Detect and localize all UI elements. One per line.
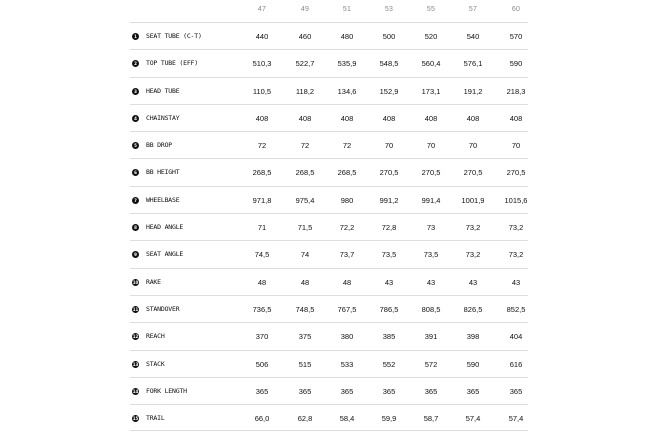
table-cell: 62,8 <box>297 414 313 424</box>
table-cell: 270,5 <box>463 168 483 178</box>
row-number-badge: 7 <box>132 197 139 204</box>
row-label: HEAD ANGLE <box>146 223 184 232</box>
table-cell: 480 <box>340 32 354 41</box>
table-row <box>130 158 528 185</box>
table-row <box>130 404 528 431</box>
row-number-badge: 4 <box>132 115 139 122</box>
table-cell: 73,2 <box>508 223 524 233</box>
row-label: TOP TUBE (EFF) <box>146 59 198 68</box>
table-cell: 43 <box>511 277 521 287</box>
table-cell: 70 <box>468 141 478 151</box>
row-number-badge: 12 <box>132 334 139 340</box>
table-cell: 408 <box>509 113 523 123</box>
table-row <box>130 268 528 295</box>
table-cell: 73 <box>426 223 436 233</box>
table-cell: 365 <box>340 386 354 396</box>
table-cell: 71 <box>257 223 267 233</box>
table-cell: 43 <box>426 277 436 287</box>
row-label: RAKE <box>146 277 161 286</box>
table-cell: 540 <box>466 32 480 41</box>
table-cell: 268,5 <box>337 168 357 178</box>
table-cell: 375 <box>298 332 312 342</box>
table-row <box>130 377 528 404</box>
table-row <box>130 240 528 267</box>
row-number-badge: 14 <box>132 388 139 394</box>
table-cell: 58,7 <box>423 414 439 424</box>
row-label: STACK <box>146 359 165 368</box>
row-number-badge: 8 <box>132 224 139 231</box>
table-cell: 365 <box>509 386 523 396</box>
row-number-badge: 6 <box>132 169 139 176</box>
row-label: SEAT TUBE (C-T) <box>146 32 202 40</box>
table-cell: 572 <box>424 359 438 369</box>
size-label-57: 57 <box>468 6 478 13</box>
table-row <box>130 104 528 131</box>
table-cell: 391 <box>424 332 438 342</box>
row-label: SEAT ANGLE <box>146 250 184 259</box>
size-label-49: 49 <box>300 6 310 13</box>
table-cell: 971,8 <box>252 195 272 205</box>
table-row <box>130 350 528 377</box>
table-cell: 66,0 <box>254 414 270 424</box>
table-cell: 72 <box>257 141 267 151</box>
size-label-47: 47 <box>257 6 267 13</box>
table-cell: 73,2 <box>465 223 481 233</box>
table-cell: 73,2 <box>508 250 524 260</box>
table-cell: 57,4 <box>465 414 481 424</box>
table-cell: 134,6 <box>337 86 357 96</box>
table-row <box>130 186 528 213</box>
table-cell: 1015,6 <box>504 195 528 205</box>
row-number-badge: 2 <box>132 60 139 67</box>
row-number-badge: 15 <box>132 416 139 422</box>
table-row <box>130 77 528 104</box>
table-cell: 460 <box>298 32 312 41</box>
row-label: BB HEIGHT <box>146 168 180 177</box>
table-cell: 748,5 <box>295 304 315 314</box>
table-cell: 991,2 <box>379 195 399 205</box>
row-label: FORK LENGTH <box>146 386 187 395</box>
table-cell: 58,4 <box>339 414 355 424</box>
row-number-badge: 9 <box>132 251 139 258</box>
table-cell: 270,5 <box>421 168 441 178</box>
table-cell: 270,5 <box>506 168 526 178</box>
geometry-table <box>130 0 528 431</box>
table-row <box>130 22 528 49</box>
table-cell: 408 <box>255 113 269 123</box>
table-cell: 70 <box>384 141 394 151</box>
size-label-51: 51 <box>342 6 352 13</box>
table-cell: 191,2 <box>463 86 483 96</box>
table-cell: 975,4 <box>295 195 315 205</box>
table-cell: 48 <box>300 277 310 287</box>
table-cell: 70 <box>426 141 436 151</box>
table-cell: 533 <box>340 359 354 369</box>
table-cell: 736,5 <box>252 304 272 314</box>
table-cell: 616 <box>509 359 523 369</box>
table-cell: 590 <box>466 359 480 369</box>
row-label: BB DROP <box>146 141 172 150</box>
table-cell: 365 <box>424 386 438 396</box>
table-cell: 506 <box>255 359 269 369</box>
table-cell: 385 <box>382 332 396 342</box>
table-cell: 71,5 <box>297 223 313 233</box>
size-label-55: 55 <box>426 6 436 13</box>
table-cell: 991,4 <box>421 195 441 205</box>
row-label: TRAIL <box>146 414 165 423</box>
table-cell: 408 <box>466 113 480 123</box>
table-cell: 270,5 <box>379 168 399 178</box>
row-label: CHAINSTAY <box>146 113 180 122</box>
table-cell: 73,7 <box>339 250 355 260</box>
table-cell: 408 <box>424 113 438 123</box>
table-cell: 552 <box>382 359 396 369</box>
row-label: REACH <box>146 332 165 341</box>
table-cell: 826,5 <box>463 304 483 314</box>
table-cell: 1001,9 <box>461 195 485 205</box>
table-cell: 218,3 <box>506 86 526 96</box>
row-label: STANDOVER <box>146 304 180 313</box>
table-cell: 365 <box>466 386 480 396</box>
table-cell: 268,5 <box>295 168 315 178</box>
table-cell: 576,1 <box>463 59 483 69</box>
table-cell: 852,5 <box>506 304 526 314</box>
table-cell: 73,2 <box>465 250 481 260</box>
table-cell: 48 <box>257 277 267 287</box>
table-cell: 520 <box>424 32 438 41</box>
table-row <box>130 322 528 349</box>
table-cell: 48 <box>342 277 352 287</box>
table-cell: 522,7 <box>295 59 315 69</box>
table-cell: 370 <box>255 332 269 342</box>
row-number-badge: 1 <box>132 33 139 40</box>
row-number-badge: 11 <box>132 306 139 312</box>
table-row <box>130 213 528 240</box>
table-cell: 786,5 <box>379 304 399 314</box>
table-cell: 57,4 <box>508 414 524 424</box>
table-cell: 73,5 <box>381 250 397 260</box>
table-cell: 510,3 <box>252 59 272 69</box>
row-number-badge: 3 <box>132 88 139 95</box>
table-cell: 408 <box>382 113 396 123</box>
table-cell: 72,8 <box>381 223 397 233</box>
table-cell: 500 <box>382 32 396 41</box>
table-cell: 74 <box>300 250 310 260</box>
table-cell: 404 <box>509 332 523 342</box>
table-cell: 110,5 <box>252 86 272 96</box>
table-cell: 515 <box>298 359 312 369</box>
table-cell: 380 <box>340 332 354 342</box>
table-row <box>130 131 528 158</box>
table-cell: 408 <box>298 113 312 123</box>
table-cell: 43 <box>468 277 478 287</box>
table-cell: 72,2 <box>339 223 355 233</box>
table-cell: 43 <box>384 277 394 287</box>
row-number-badge: 5 <box>132 142 139 149</box>
table-row <box>130 49 528 76</box>
row-number-badge: 10 <box>132 279 139 285</box>
table-cell: 767,5 <box>337 304 357 314</box>
table-cell: 118,2 <box>295 86 315 96</box>
size-label-53: 53 <box>384 6 394 13</box>
table-cell: 70 <box>511 141 521 151</box>
row-number-badge: 13 <box>132 361 139 367</box>
table-cell: 535,9 <box>337 59 357 69</box>
table-cell: 72 <box>342 141 352 151</box>
table-cell: 808,5 <box>421 304 441 314</box>
size-label-60: 60 <box>511 6 521 13</box>
table-cell: 365 <box>298 386 312 396</box>
table-row <box>130 295 528 322</box>
table-cell: 173,1 <box>421 86 441 96</box>
table-cell: 59,9 <box>381 414 397 424</box>
table-cell: 365 <box>255 386 269 396</box>
table-cell: 72 <box>300 141 310 151</box>
table-cell: 152,9 <box>379 86 399 96</box>
size-header-row <box>130 0 528 22</box>
row-label: HEAD TUBE <box>146 86 180 95</box>
table-cell: 398 <box>466 332 480 342</box>
table-cell: 980 <box>340 195 354 205</box>
table-cell: 570 <box>509 32 523 41</box>
table-cell: 590 <box>509 59 523 69</box>
table-cell: 268,5 <box>252 168 272 178</box>
table-cell: 440 <box>255 32 269 41</box>
table-cell: 560,4 <box>421 59 441 69</box>
table-cell: 73,5 <box>423 250 439 260</box>
table-cell: 548,5 <box>379 59 399 69</box>
table-cell: 74,5 <box>254 250 270 260</box>
row-label: WHEELBASE <box>146 195 180 204</box>
table-cell: 365 <box>382 386 396 396</box>
table-cell: 408 <box>340 113 354 123</box>
